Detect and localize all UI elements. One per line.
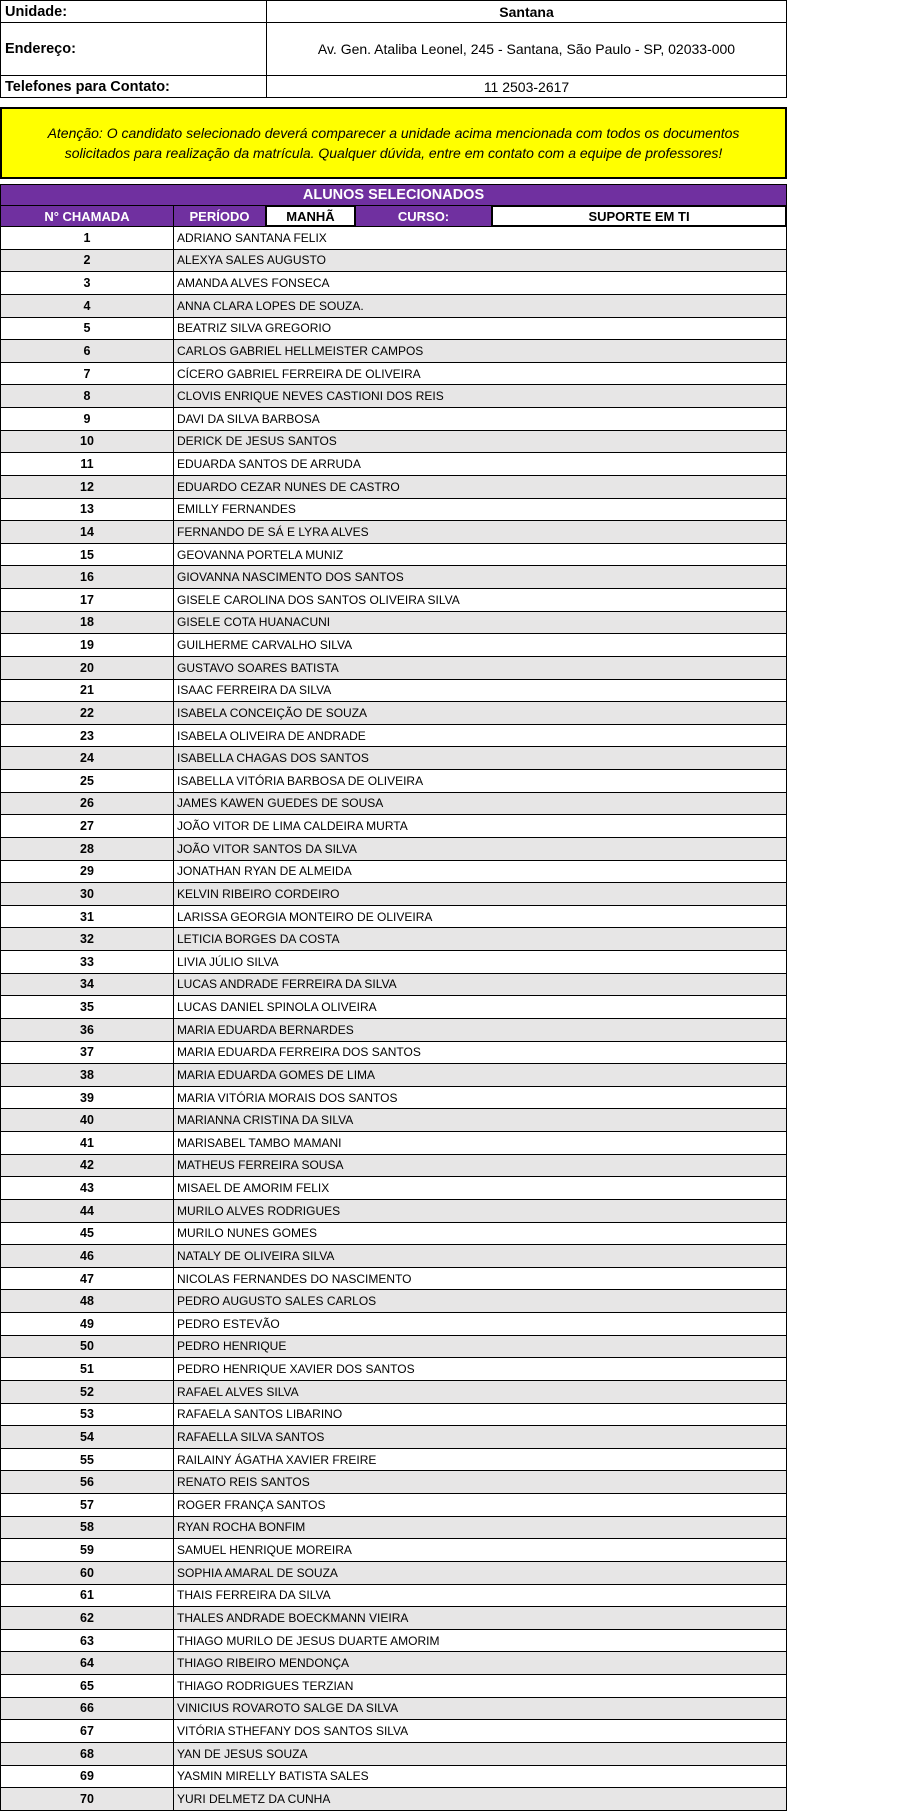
row-name: BEATRIZ SILVA GREGORIO: [174, 318, 787, 341]
row-number: 44: [0, 1200, 174, 1223]
row-name: FERNANDO DE SÁ E LYRA ALVES: [174, 521, 787, 544]
row-number: 7: [0, 363, 174, 386]
row-number: 17: [0, 589, 174, 612]
table-row: [0, 431, 787, 454]
row-number: 64: [0, 1652, 174, 1675]
row-number: 41: [0, 1132, 174, 1155]
row-name: ALEXYA SALES AUGUSTO: [174, 250, 787, 273]
row-name: PEDRO HENRIQUE: [174, 1336, 787, 1359]
table-row: [0, 1019, 787, 1042]
row-name: MISAEL DE AMORIM FELIX: [174, 1177, 787, 1200]
table-row: [0, 1675, 787, 1698]
table-row: [0, 340, 787, 363]
table-row: [0, 612, 787, 635]
table-row: [0, 1743, 787, 1766]
table-row: [0, 951, 787, 974]
row-number: 8: [0, 385, 174, 408]
row-number: 29: [0, 861, 174, 884]
telefones-value: 11 2503-2617: [267, 76, 787, 98]
endereco-label: Endereço:: [0, 23, 267, 76]
row-name: EDUARDO CEZAR NUNES DE CASTRO: [174, 476, 787, 499]
table-row: [0, 1585, 787, 1608]
row-number: 55: [0, 1449, 174, 1472]
row-number: 65: [0, 1675, 174, 1698]
table-row: [0, 793, 787, 816]
endereco-value: Av. Gen. Ataliba Leonel, 245 - Santana, São Paulo - SP, 02033-000: [267, 23, 787, 76]
row-name: THALES ANDRADE BOECKMANN VIEIRA: [174, 1607, 787, 1630]
table-row: [0, 815, 787, 838]
row-number: 43: [0, 1177, 174, 1200]
unit-info-table: [0, 0, 787, 98]
table-row: [0, 566, 787, 589]
table-row: [0, 906, 787, 929]
row-number: 59: [0, 1539, 174, 1562]
row-number: 40: [0, 1109, 174, 1132]
row-number: 15: [0, 544, 174, 567]
row-number: 6: [0, 340, 174, 363]
table-row: [0, 363, 787, 386]
table-row: [0, 861, 787, 884]
table-row: [0, 725, 787, 748]
table-row: [0, 1268, 787, 1291]
row-number: 1: [0, 227, 174, 250]
row-name: RENATO REIS SANTOS: [174, 1471, 787, 1494]
row-number: 31: [0, 906, 174, 929]
table-row: [0, 1562, 787, 1585]
row-name: GEOVANNA PORTELA MUNIZ: [174, 544, 787, 567]
row-number: 38: [0, 1064, 174, 1087]
row-name: MARISABEL TAMBO MAMANI: [174, 1132, 787, 1155]
row-number: 36: [0, 1019, 174, 1042]
header-periodo: PERÍODO: [173, 205, 266, 227]
table-row: [0, 521, 787, 544]
row-name: CLOVIS ENRIQUE NEVES CASTIONI DOS REIS: [174, 385, 787, 408]
table-row: [0, 1788, 787, 1811]
row-number: 25: [0, 770, 174, 793]
row-name: ISABELA CONCEIÇÃO DE SOUZA: [174, 702, 787, 725]
row-name: JOÃO VITOR DE LIMA CALDEIRA MURTA: [174, 815, 787, 838]
row-number: 61: [0, 1585, 174, 1608]
table-row: [0, 1766, 787, 1789]
row-number: 53: [0, 1404, 174, 1427]
section-title-bar: [0, 184, 787, 205]
row-number: 68: [0, 1743, 174, 1766]
telefones-label: Telefones para Contato:: [0, 76, 267, 98]
table-row: [0, 544, 787, 567]
table-row: [0, 1449, 787, 1472]
row-number: 58: [0, 1517, 174, 1540]
row-number: 13: [0, 499, 174, 522]
row-name: RAFAELA SANTOS LIBARINO: [174, 1404, 787, 1427]
row-number: 47: [0, 1268, 174, 1291]
table-row: [0, 318, 787, 341]
row-number: 48: [0, 1290, 174, 1313]
table-row: [0, 1630, 787, 1653]
row-name: RAILAINY ÁGATHA XAVIER FREIRE: [174, 1449, 787, 1472]
row-number: 19: [0, 634, 174, 657]
row-name: MARIANNA CRISTINA DA SILVA: [174, 1109, 787, 1132]
row-name: VITÓRIA STHEFANY DOS SANTOS SILVA: [174, 1720, 787, 1743]
row-number: 49: [0, 1313, 174, 1336]
row-name: ISABELLA CHAGAS DOS SANTOS: [174, 747, 787, 770]
row-name: RYAN ROCHA BONFIM: [174, 1517, 787, 1540]
row-number: 28: [0, 838, 174, 861]
table-row: [0, 634, 787, 657]
row-number: 3: [0, 272, 174, 295]
table-row: [0, 680, 787, 703]
row-name: MATHEUS FERREIRA SOUSA: [174, 1155, 787, 1178]
row-number: 60: [0, 1562, 174, 1585]
row-number: 52: [0, 1381, 174, 1404]
row-number: 34: [0, 974, 174, 997]
table-row: [0, 453, 787, 476]
row-name: THIAGO RIBEIRO MENDONÇA: [174, 1652, 787, 1675]
row-number: 14: [0, 521, 174, 544]
row-name: ISABELLA VITÓRIA BARBOSA DE OLIVEIRA: [174, 770, 787, 793]
row-number: 4: [0, 295, 174, 318]
table-row: [0, 702, 787, 725]
row-name: GUSTAVO SOARES BATISTA: [174, 657, 787, 680]
row-name: GISELE CAROLINA DOS SANTOS OLIVEIRA SILVA: [174, 589, 787, 612]
row-number: 63: [0, 1630, 174, 1653]
row-number: 56: [0, 1471, 174, 1494]
row-name: MURILO NUNES GOMES: [174, 1223, 787, 1246]
table-row: [0, 1607, 787, 1630]
row-number: 62: [0, 1607, 174, 1630]
row-name: SOPHIA AMARAL DE SOUZA: [174, 1562, 787, 1585]
row-name: NATALY DE OLIVEIRA SILVA: [174, 1245, 787, 1268]
table-row: [0, 1109, 787, 1132]
row-name: MARIA EDUARDA FERREIRA DOS SANTOS: [174, 1042, 787, 1065]
row-name: RAFAELLA SILVA SANTOS: [174, 1426, 787, 1449]
row-name: THIAGO RODRIGUES TERZIAN: [174, 1675, 787, 1698]
table-row: [0, 974, 787, 997]
row-number: 21: [0, 680, 174, 703]
unidade-value: Santana: [267, 1, 787, 23]
row-number: 5: [0, 318, 174, 341]
table-row: [0, 1155, 787, 1178]
section-title: ALUNOS SELECIONADOS: [302, 187, 485, 203]
table-row: [0, 1404, 787, 1427]
row-number: 16: [0, 566, 174, 589]
table-row: [0, 1132, 787, 1155]
row-name: LUCAS DANIEL SPINOLA OLIVEIRA: [174, 996, 787, 1019]
row-name: THIAGO MURILO DE JESUS DUARTE AMORIM: [174, 1630, 787, 1653]
table-row: [0, 770, 787, 793]
row-number: 35: [0, 996, 174, 1019]
table-row: [0, 295, 787, 318]
telefones-row: [0, 76, 787, 98]
row-name: ISABELA OLIVEIRA DE ANDRADE: [174, 725, 787, 748]
table-row: [0, 1517, 787, 1540]
row-name: ANNA CLARA LOPES DE SOUZA.: [174, 295, 787, 318]
table-row: [0, 1223, 787, 1246]
table-row: [0, 1698, 787, 1721]
row-number: 33: [0, 951, 174, 974]
row-name: MURILO ALVES RODRIGUES: [174, 1200, 787, 1223]
table-row: [0, 1652, 787, 1675]
table-row: [0, 1290, 787, 1313]
row-name: JAMES KAWEN GUEDES DE SOUSA: [174, 793, 787, 816]
notice-text: Atenção: O candidato selecionado deverá comparecer a unidade acima mencionada com todos os documentos solicitados para realização da matrícula. Qualquer dúvida, entre em contato com a equipe de professores!: [47, 124, 740, 161]
header-chamada: N° CHAMADA: [0, 205, 174, 227]
row-name: MARIA VITÓRIA MORAIS DOS SANTOS: [174, 1087, 787, 1110]
row-name: MARIA EDUARDA BERNARDES: [174, 1019, 787, 1042]
row-name: PEDRO HENRIQUE XAVIER DOS SANTOS: [174, 1358, 787, 1381]
table-row: [0, 1087, 787, 1110]
row-number: 70: [0, 1788, 174, 1811]
row-number: 39: [0, 1087, 174, 1110]
table-row: [0, 1245, 787, 1268]
header-periodo-value: MANHÃ: [265, 205, 356, 227]
row-name: AMANDA ALVES FONSECA: [174, 272, 787, 295]
table-row: [0, 1042, 787, 1065]
row-name: GISELE COTA HUANACUNI: [174, 612, 787, 635]
table-row: [0, 1539, 787, 1562]
table-row: [0, 1720, 787, 1743]
row-name: GUILHERME CARVALHO SILVA: [174, 634, 787, 657]
row-number: 66: [0, 1698, 174, 1721]
table-row: [0, 838, 787, 861]
row-name: CÍCERO GABRIEL FERREIRA DE OLIVEIRA: [174, 363, 787, 386]
endereco-row: [0, 23, 787, 76]
table-row: [0, 1200, 787, 1223]
row-name: CARLOS GABRIEL HELLMEISTER CAMPOS: [174, 340, 787, 363]
row-name: JOÃO VITOR SANTOS DA SILVA: [174, 838, 787, 861]
table-row: [0, 883, 787, 906]
table-row: [0, 1358, 787, 1381]
row-number: 24: [0, 747, 174, 770]
row-name: YAN DE JESUS SOUZA: [174, 1743, 787, 1766]
table-row: [0, 499, 787, 522]
unidade-row: [0, 1, 787, 23]
table-row: [0, 657, 787, 680]
table-header-row: [0, 205, 787, 227]
table-row: [0, 1494, 787, 1517]
row-name: LARISSA GEORGIA MONTEIRO DE OLIVEIRA: [174, 906, 787, 929]
table-row: [0, 1313, 787, 1336]
table-row: [0, 272, 787, 295]
notice-banner: [0, 107, 787, 179]
row-name: VINICIUS ROVAROTO SALGE DA SILVA: [174, 1698, 787, 1721]
row-number: 32: [0, 928, 174, 951]
table-row: [0, 385, 787, 408]
table-row: [0, 408, 787, 431]
row-name: DERICK DE JESUS SANTOS: [174, 431, 787, 454]
students-rows: [0, 227, 787, 1811]
row-name: ADRIANO SANTANA FELIX: [174, 227, 787, 250]
row-number: 57: [0, 1494, 174, 1517]
row-name: NICOLAS FERNANDES DO NASCIMENTO: [174, 1268, 787, 1291]
row-number: 2: [0, 250, 174, 273]
row-number: 50: [0, 1336, 174, 1359]
row-number: 20: [0, 657, 174, 680]
table-row: [0, 1177, 787, 1200]
row-number: 69: [0, 1766, 174, 1789]
row-name: SAMUEL HENRIQUE MOREIRA: [174, 1539, 787, 1562]
row-name: ROGER FRANÇA SANTOS: [174, 1494, 787, 1517]
table-row: [0, 1381, 787, 1404]
row-number: 42: [0, 1155, 174, 1178]
row-name: PEDRO ESTEVÃO: [174, 1313, 787, 1336]
row-number: 11: [0, 453, 174, 476]
row-number: 54: [0, 1426, 174, 1449]
row-number: 26: [0, 793, 174, 816]
row-number: 18: [0, 612, 174, 635]
row-number: 22: [0, 702, 174, 725]
row-number: 46: [0, 1245, 174, 1268]
header-curso-value: SUPORTE EM TI: [491, 205, 787, 227]
table-row: [0, 1471, 787, 1494]
row-name: MARIA EDUARDA GOMES DE LIMA: [174, 1064, 787, 1087]
table-row: [0, 589, 787, 612]
row-number: 9: [0, 408, 174, 431]
row-number: 37: [0, 1042, 174, 1065]
row-number: 10: [0, 431, 174, 454]
table-row: [0, 250, 787, 273]
table-row: [0, 1426, 787, 1449]
row-name: GIOVANNA NASCIMENTO DOS SANTOS: [174, 566, 787, 589]
row-name: EDUARDA SANTOS DE ARRUDA: [174, 453, 787, 476]
row-name: JONATHAN RYAN DE ALMEIDA: [174, 861, 787, 884]
table-row: [0, 476, 787, 499]
row-name: ISAAC FERREIRA DA SILVA: [174, 680, 787, 703]
row-number: 12: [0, 476, 174, 499]
table-row: [0, 227, 787, 250]
table-row: [0, 1064, 787, 1087]
row-name: PEDRO AUGUSTO SALES CARLOS: [174, 1290, 787, 1313]
row-name: DAVI DA SILVA BARBOSA: [174, 408, 787, 431]
row-name: EMILLY FERNANDES: [174, 499, 787, 522]
row-name: LETICIA BORGES DA COSTA: [174, 928, 787, 951]
row-number: 23: [0, 725, 174, 748]
table-row: [0, 928, 787, 951]
row-number: 67: [0, 1720, 174, 1743]
table-row: [0, 747, 787, 770]
row-name: LIVIA JÚLIO SILVA: [174, 951, 787, 974]
row-name: KELVIN RIBEIRO CORDEIRO: [174, 883, 787, 906]
spacer: [0, 98, 787, 107]
header-curso: CURSO:: [355, 205, 492, 227]
row-name: THAIS FERREIRA DA SILVA: [174, 1585, 787, 1608]
row-number: 27: [0, 815, 174, 838]
row-number: 45: [0, 1223, 174, 1246]
table-row: [0, 1336, 787, 1359]
row-number: 30: [0, 883, 174, 906]
row-name: RAFAEL ALVES SILVA: [174, 1381, 787, 1404]
row-name: LUCAS ANDRADE FERREIRA DA SILVA: [174, 974, 787, 997]
row-name: YASMIN MIRELLY BATISTA SALES: [174, 1766, 787, 1789]
table-row: [0, 996, 787, 1019]
unidade-label: Unidade:: [0, 1, 267, 23]
row-number: 51: [0, 1358, 174, 1381]
row-name: YURI DELMETZ DA CUNHA: [174, 1788, 787, 1811]
